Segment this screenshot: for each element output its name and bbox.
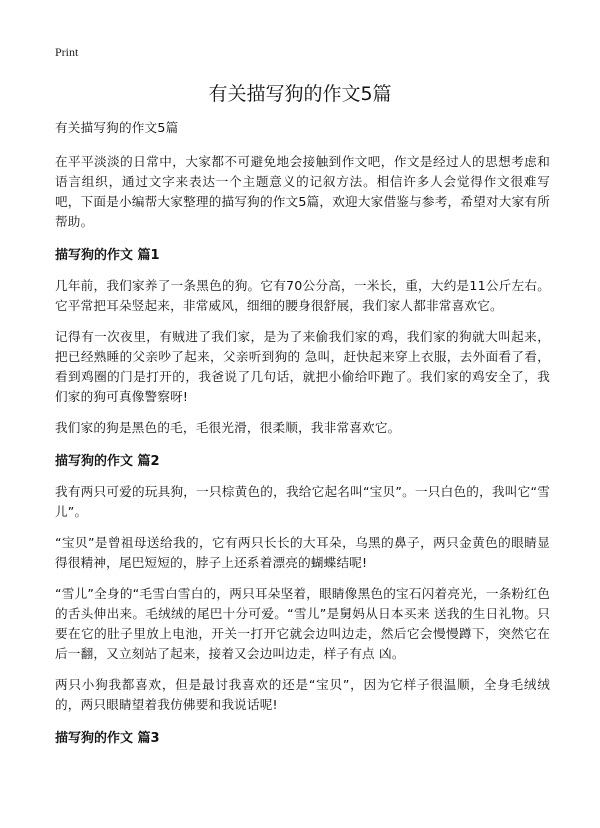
section-1-paragraph-1: 几年前，我们家养了一条黑色的狗。它有70公分高，一米长，重，大约是11公斤左右。它平常把耳朵竖起来，非常威风，细细的腰身很舒展，我们家人都非常喜欢它。 (55, 278, 550, 313)
section-2-paragraph-1: 我有两只可爱的玩具狗，一只棕黄色的，我给它起名叫“宝贝”。一只白色的，我叫它“雪儿”。 (55, 484, 550, 519)
section-2-paragraph-2: “宝贝”是曾祖母送给我的，它有两只长长的大耳朵，乌黑的鼻子，两只金黄色的眼睛显得很精神，尾巴短短的，脖子上还系着漂亮的蝴蝶结呢! (55, 535, 550, 570)
section-2-paragraph-4: 两只小狗我都喜欢，但是最讨我喜欢的还是“宝贝”，因为它样子很温顺，全身毛绒绒的，两只眼睛望着我仿佛要和我说话呢! (55, 677, 550, 712)
intro-paragraph: 在平平淡淡的日常中，大家都不可避免地会接触到作文吧，作文是经过人的思想考虑和语言组织，通过文字来表达一个主题意义的记叙方法。相信许多人会觉得作文很难写吧，下面是小编帮大家整理的描写狗的作文5篇，欢迎大家借鉴与参考，希望对大家有所帮助。 (55, 154, 550, 229)
section-1-paragraph-3: 我们家的狗是黑色的毛，毛很光滑，很柔顺，我非常喜欢它。 (55, 420, 401, 435)
section-heading-1: 描写狗的作文 篇1 (55, 248, 160, 263)
section-heading-2: 描写狗的作文 篇2 (55, 454, 160, 469)
document-body (55, 118, 550, 759)
section-1-paragraph-2: 记得有一次夜里，有贼进了我们家，是为了来偷我们家的鸡，我们家的狗就大叫起来，把已经熟睡的父亲吵了起来，父亲听到狗的 急叫，赶快起来穿上衣服，去外面看了看，看到鸡圈的门是打开的，我爸说了几句话，就把小偷给吓跑了。我们家的鸡安全了，我们家的狗可真像警察呀! (55, 329, 550, 404)
document-title: 有关描写狗的作文5篇 (208, 83, 392, 105)
print-link[interactable]: Print (55, 45, 79, 59)
section-heading-3: 描写狗的作文 篇3 (55, 731, 160, 746)
section-2-paragraph-3: “雪儿”全身的“毛雪白雪白的，两只耳朵坚着，眼睛像黑色的宝石闪着亮光，一条粉红色的舌头伸出来。毛绒绒的尾巴十分可爱。“雪儿”是舅妈从日本买来 送我的生日礼物。只要在它的肚子里放上电池，开关一打开它就会边叫边走，然后它会慢慢蹲下，突然它在后一翻，又立刻站了起来，接着又会边叫边走，样子有点 凶。 (55, 586, 550, 661)
document-subtitle: 有关描写狗的作文5篇 (55, 120, 179, 135)
